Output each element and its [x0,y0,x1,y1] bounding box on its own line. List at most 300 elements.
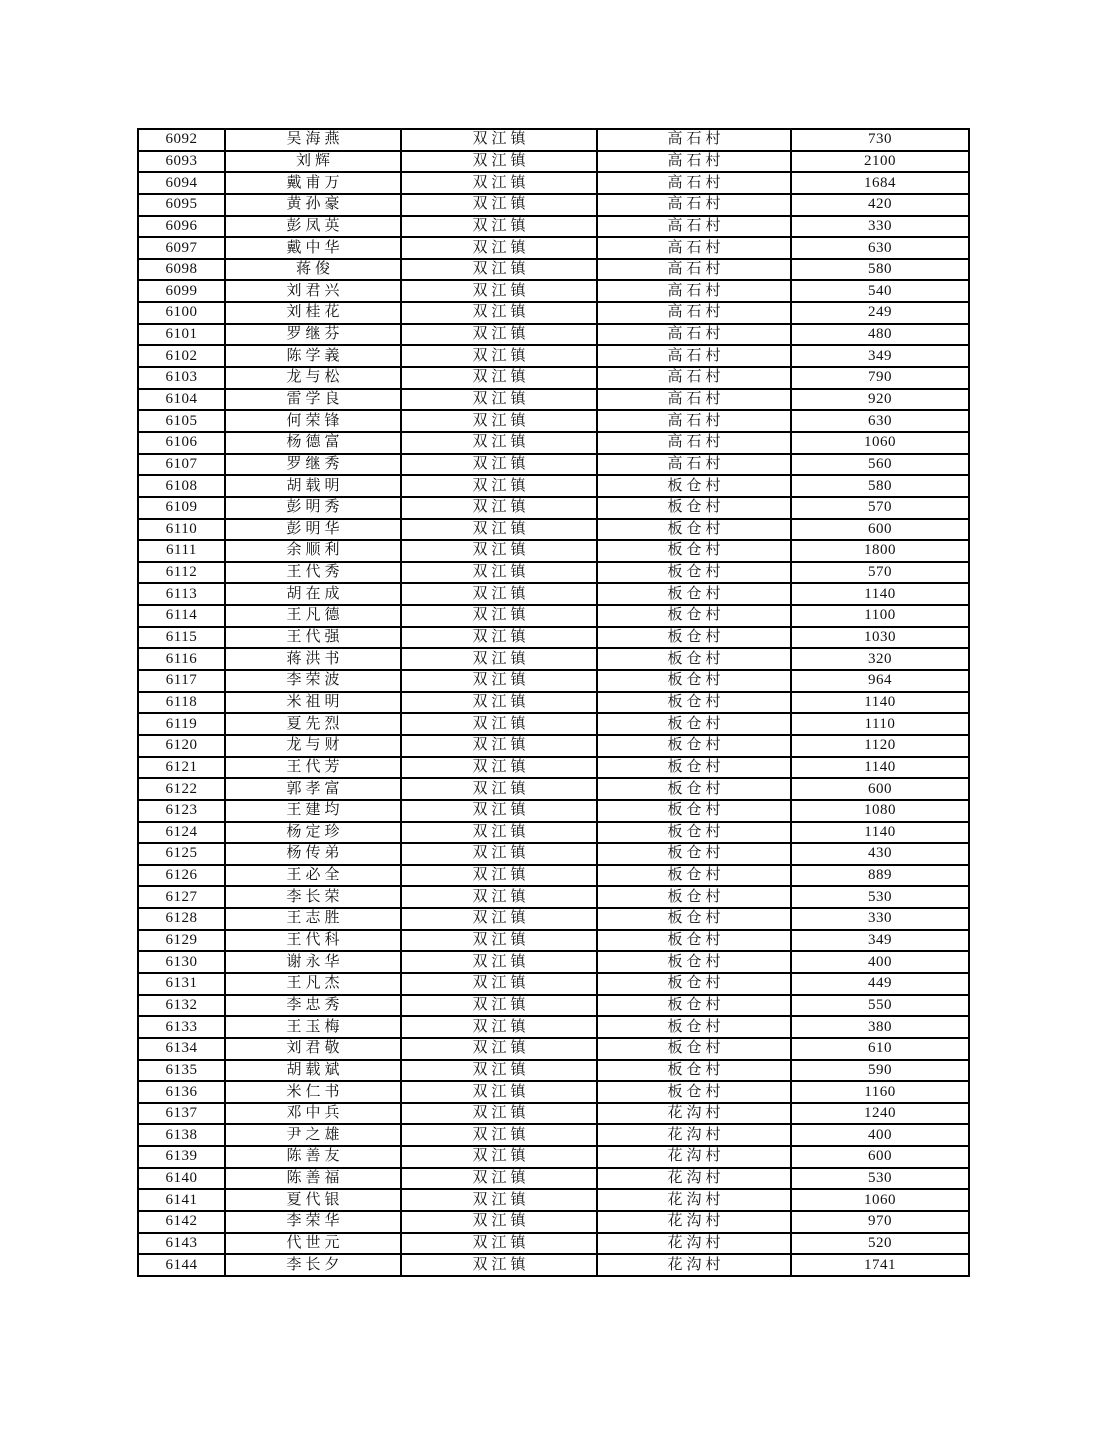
table-row [138,540,969,562]
table-row [138,670,969,692]
cell-town: 双江镇 [401,583,597,605]
cell-town: 双江镇 [401,1081,597,1103]
cell-village: 高石村 [597,259,791,281]
table-row [138,519,969,541]
cell-village: 高石村 [597,151,791,173]
cell-town: 双江镇 [401,605,597,627]
cell-amount: 1140 [791,583,969,605]
cell-id: 6103 [138,367,225,389]
table-row [138,410,969,432]
cell-village: 板仓村 [597,865,791,887]
cell-name: 胡载明 [225,475,401,497]
cell-id: 6141 [138,1189,225,1211]
cell-name: 王代芳 [225,757,401,779]
cell-name: 刘君兴 [225,280,401,302]
cell-town: 双江镇 [401,519,597,541]
table-row [138,1016,969,1038]
cell-id: 6114 [138,605,225,627]
cell-name: 戴中华 [225,237,401,259]
cell-name: 彭明华 [225,519,401,541]
cell-id: 6115 [138,627,225,649]
cell-id: 6128 [138,908,225,930]
cell-id: 6119 [138,713,225,735]
cell-amount: 590 [791,1060,969,1082]
table-row [138,778,969,800]
cell-amount: 1140 [791,757,969,779]
table-row [138,432,969,454]
cell-id: 6127 [138,886,225,908]
cell-village: 板仓村 [597,605,791,627]
cell-town: 双江镇 [401,1189,597,1211]
cell-id: 6107 [138,454,225,476]
cell-village: 花沟村 [597,1254,791,1276]
cell-amount: 610 [791,1038,969,1060]
cell-amount: 1060 [791,1189,969,1211]
cell-town: 双江镇 [401,410,597,432]
table-row [138,129,969,151]
cell-id: 6098 [138,259,225,281]
cell-name: 米仁书 [225,1081,401,1103]
cell-id: 6123 [138,800,225,822]
cell-village: 板仓村 [597,627,791,649]
cell-amount: 1100 [791,605,969,627]
cell-amount: 520 [791,1233,969,1255]
cell-name: 谢永华 [225,951,401,973]
cell-id: 6100 [138,302,225,324]
cell-id: 6104 [138,389,225,411]
cell-town: 双江镇 [401,1146,597,1168]
cell-town: 双江镇 [401,800,597,822]
cell-village: 板仓村 [597,822,791,844]
cell-id: 6101 [138,324,225,346]
cell-name: 罗继秀 [225,454,401,476]
cell-town: 双江镇 [401,1124,597,1146]
cell-town: 双江镇 [401,822,597,844]
cell-id: 6117 [138,670,225,692]
cell-village: 高石村 [597,454,791,476]
cell-name: 王必全 [225,865,401,887]
cell-village: 板仓村 [597,951,791,973]
cell-name: 罗继芬 [225,324,401,346]
cell-village: 高石村 [597,194,791,216]
cell-id: 6120 [138,735,225,757]
cell-town: 双江镇 [401,627,597,649]
cell-name: 龙与松 [225,367,401,389]
cell-name: 陈学義 [225,345,401,367]
table-row [138,1254,969,1276]
cell-name: 王玉梅 [225,1016,401,1038]
cell-town: 双江镇 [401,735,597,757]
cell-name: 王志胜 [225,908,401,930]
cell-id: 6132 [138,995,225,1017]
cell-village: 板仓村 [597,519,791,541]
cell-village: 高石村 [597,389,791,411]
cell-town: 双江镇 [401,1254,597,1276]
cell-village: 高石村 [597,302,791,324]
cell-village: 板仓村 [597,692,791,714]
table-row [138,692,969,714]
cell-town: 双江镇 [401,973,597,995]
cell-town: 双江镇 [401,865,597,887]
cell-village: 板仓村 [597,735,791,757]
cell-town: 双江镇 [401,1060,597,1082]
cell-town: 双江镇 [401,475,597,497]
cell-village: 高石村 [597,432,791,454]
cell-village: 花沟村 [597,1233,791,1255]
table-row [138,735,969,757]
cell-id: 6118 [138,692,225,714]
cell-village: 高石村 [597,129,791,151]
cell-name: 黄孙豪 [225,194,401,216]
cell-amount: 1140 [791,692,969,714]
cell-town: 双江镇 [401,995,597,1017]
table-row [138,1211,969,1233]
cell-id: 6143 [138,1233,225,1255]
cell-village: 花沟村 [597,1189,791,1211]
cell-id: 6099 [138,280,225,302]
cell-town: 双江镇 [401,432,597,454]
cell-town: 双江镇 [401,908,597,930]
table-row [138,454,969,476]
cell-name: 米祖明 [225,692,401,714]
cell-id: 6129 [138,930,225,952]
table-row [138,757,969,779]
cell-village: 板仓村 [597,648,791,670]
cell-town: 双江镇 [401,757,597,779]
cell-town: 双江镇 [401,692,597,714]
table-row [138,172,969,194]
cell-town: 双江镇 [401,497,597,519]
table-row [138,1081,969,1103]
cell-id: 6135 [138,1060,225,1082]
cell-name: 王建均 [225,800,401,822]
cell-village: 板仓村 [597,778,791,800]
cell-amount: 420 [791,194,969,216]
table-row [138,865,969,887]
cell-town: 双江镇 [401,216,597,238]
cell-amount: 570 [791,497,969,519]
table-row [138,1060,969,1082]
cell-id: 6133 [138,1016,225,1038]
cell-name: 蒋洪书 [225,648,401,670]
cell-village: 板仓村 [597,1038,791,1060]
cell-id: 6121 [138,757,225,779]
cell-town: 双江镇 [401,302,597,324]
cell-amount: 550 [791,995,969,1017]
cell-amount: 600 [791,519,969,541]
cell-amount: 430 [791,843,969,865]
cell-town: 双江镇 [401,151,597,173]
cell-id: 6102 [138,345,225,367]
cell-town: 双江镇 [401,345,597,367]
cell-name: 刘辉 [225,151,401,173]
cell-town: 双江镇 [401,886,597,908]
cell-name: 杨传弟 [225,843,401,865]
cell-id: 6125 [138,843,225,865]
cell-id: 6122 [138,778,225,800]
cell-id: 6111 [138,540,225,562]
table-row [138,648,969,670]
cell-amount: 320 [791,648,969,670]
cell-village: 花沟村 [597,1146,791,1168]
cell-id: 6144 [138,1254,225,1276]
cell-village: 高石村 [597,345,791,367]
cell-town: 双江镇 [401,324,597,346]
cell-village: 板仓村 [597,670,791,692]
cell-name: 尹之雄 [225,1124,401,1146]
cell-amount: 1240 [791,1103,969,1125]
cell-village: 板仓村 [597,562,791,584]
cell-id: 6110 [138,519,225,541]
table-row [138,302,969,324]
cell-name: 刘桂花 [225,302,401,324]
cell-name: 邓中兵 [225,1103,401,1125]
table-body [138,129,969,1276]
cell-town: 双江镇 [401,1211,597,1233]
cell-town: 双江镇 [401,778,597,800]
cell-town: 双江镇 [401,951,597,973]
table-row [138,908,969,930]
cell-town: 双江镇 [401,562,597,584]
cell-village: 板仓村 [597,908,791,930]
table-row [138,345,969,367]
cell-name: 王凡德 [225,605,401,627]
cell-amount: 1110 [791,713,969,735]
table-row [138,822,969,844]
cell-id: 6094 [138,172,225,194]
table-row [138,843,969,865]
cell-village: 板仓村 [597,540,791,562]
cell-town: 双江镇 [401,930,597,952]
table-row [138,280,969,302]
table-row [138,973,969,995]
cell-name: 杨定珍 [225,822,401,844]
cell-amount: 790 [791,367,969,389]
cell-name: 胡在成 [225,583,401,605]
cell-amount: 530 [791,1168,969,1190]
cell-amount: 570 [791,562,969,584]
table-row [138,951,969,973]
table-row [138,886,969,908]
cell-amount: 1060 [791,432,969,454]
cell-village: 板仓村 [597,1016,791,1038]
cell-name: 李荣波 [225,670,401,692]
cell-id: 6112 [138,562,225,584]
cell-amount: 530 [791,886,969,908]
cell-name: 郭孝富 [225,778,401,800]
cell-amount: 1080 [791,800,969,822]
cell-village: 板仓村 [597,800,791,822]
table-row [138,324,969,346]
cell-amount: 449 [791,973,969,995]
table-row [138,1103,969,1125]
cell-amount: 400 [791,951,969,973]
table-row [138,605,969,627]
cell-amount: 964 [791,670,969,692]
cell-name: 陈善福 [225,1168,401,1190]
cell-name: 彭凤英 [225,216,401,238]
cell-village: 花沟村 [597,1168,791,1190]
cell-village: 高石村 [597,216,791,238]
cell-amount: 1800 [791,540,969,562]
cell-village: 高石村 [597,367,791,389]
table-row [138,389,969,411]
table-row [138,562,969,584]
cell-name: 夏代银 [225,1189,401,1211]
cell-name: 夏先烈 [225,713,401,735]
table-row [138,216,969,238]
table-row [138,259,969,281]
cell-name: 彭明秀 [225,497,401,519]
cell-village: 板仓村 [597,583,791,605]
cell-id: 6136 [138,1081,225,1103]
cell-town: 双江镇 [401,1168,597,1190]
cell-name: 蒋俊 [225,259,401,281]
cell-town: 双江镇 [401,194,597,216]
cell-amount: 249 [791,302,969,324]
cell-village: 板仓村 [597,843,791,865]
table-row [138,151,969,173]
table-row [138,1038,969,1060]
cell-town: 双江镇 [401,172,597,194]
table-row [138,930,969,952]
cell-name: 李长荣 [225,886,401,908]
cell-name: 陈善友 [225,1146,401,1168]
cell-amount: 970 [791,1211,969,1233]
cell-village: 板仓村 [597,713,791,735]
cell-amount: 380 [791,1016,969,1038]
cell-name: 王凡杰 [225,973,401,995]
cell-town: 双江镇 [401,454,597,476]
cell-name: 李长夕 [225,1254,401,1276]
cell-town: 双江镇 [401,1103,597,1125]
cell-amount: 1160 [791,1081,969,1103]
table-row [138,627,969,649]
table-row [138,1189,969,1211]
table-row [138,1146,969,1168]
cell-id: 6093 [138,151,225,173]
cell-amount: 730 [791,129,969,151]
cell-amount: 330 [791,216,969,238]
cell-town: 双江镇 [401,843,597,865]
cell-name: 代世元 [225,1233,401,1255]
cell-village: 板仓村 [597,1060,791,1082]
cell-id: 6095 [138,194,225,216]
cell-name: 李荣华 [225,1211,401,1233]
cell-amount: 480 [791,324,969,346]
cell-id: 6124 [138,822,225,844]
table-row [138,475,969,497]
cell-village: 花沟村 [597,1211,791,1233]
cell-village: 高石村 [597,237,791,259]
cell-name: 何荣锋 [225,410,401,432]
cell-town: 双江镇 [401,280,597,302]
cell-amount: 2100 [791,151,969,173]
cell-id: 6113 [138,583,225,605]
cell-amount: 1140 [791,822,969,844]
cell-amount: 400 [791,1124,969,1146]
cell-town: 双江镇 [401,259,597,281]
cell-id: 6109 [138,497,225,519]
cell-id: 6108 [138,475,225,497]
cell-town: 双江镇 [401,367,597,389]
cell-village: 板仓村 [597,886,791,908]
cell-amount: 600 [791,778,969,800]
cell-id: 6116 [138,648,225,670]
cell-name: 王代科 [225,930,401,952]
cell-id: 6092 [138,129,225,151]
cell-town: 双江镇 [401,670,597,692]
cell-village: 板仓村 [597,497,791,519]
cell-amount: 349 [791,930,969,952]
cell-name: 胡载斌 [225,1060,401,1082]
cell-id: 6130 [138,951,225,973]
cell-name: 杨德富 [225,432,401,454]
table-row [138,583,969,605]
cell-village: 板仓村 [597,757,791,779]
cell-amount: 580 [791,259,969,281]
table-row [138,1168,969,1190]
cell-town: 双江镇 [401,237,597,259]
cell-town: 双江镇 [401,389,597,411]
cell-town: 双江镇 [401,540,597,562]
cell-id: 6139 [138,1146,225,1168]
cell-amount: 889 [791,865,969,887]
table-row [138,1124,969,1146]
cell-town: 双江镇 [401,129,597,151]
cell-village: 高石村 [597,280,791,302]
cell-id: 6105 [138,410,225,432]
table-row [138,237,969,259]
cell-town: 双江镇 [401,713,597,735]
cell-id: 6126 [138,865,225,887]
cell-id: 6138 [138,1124,225,1146]
cell-amount: 540 [791,280,969,302]
cell-village: 板仓村 [597,930,791,952]
cell-town: 双江镇 [401,648,597,670]
table-row [138,995,969,1017]
cell-amount: 1741 [791,1254,969,1276]
cell-village: 花沟村 [597,1124,791,1146]
cell-id: 6096 [138,216,225,238]
cell-name: 王代秀 [225,562,401,584]
cell-name: 刘君敬 [225,1038,401,1060]
people-data-table [137,128,970,1277]
cell-village: 高石村 [597,410,791,432]
cell-amount: 630 [791,410,969,432]
cell-village: 板仓村 [597,1081,791,1103]
cell-amount: 560 [791,454,969,476]
cell-town: 双江镇 [401,1038,597,1060]
cell-id: 6137 [138,1103,225,1125]
cell-village: 板仓村 [597,973,791,995]
cell-village: 花沟村 [597,1103,791,1125]
cell-amount: 1030 [791,627,969,649]
cell-village: 板仓村 [597,475,791,497]
cell-town: 双江镇 [401,1233,597,1255]
cell-name: 龙与财 [225,735,401,757]
cell-id: 6142 [138,1211,225,1233]
cell-id: 6131 [138,973,225,995]
cell-id: 6097 [138,237,225,259]
table-row [138,800,969,822]
cell-id: 6140 [138,1168,225,1190]
cell-amount: 630 [791,237,969,259]
table-row [138,367,969,389]
cell-name: 李忠秀 [225,995,401,1017]
cell-amount: 349 [791,345,969,367]
cell-id: 6134 [138,1038,225,1060]
